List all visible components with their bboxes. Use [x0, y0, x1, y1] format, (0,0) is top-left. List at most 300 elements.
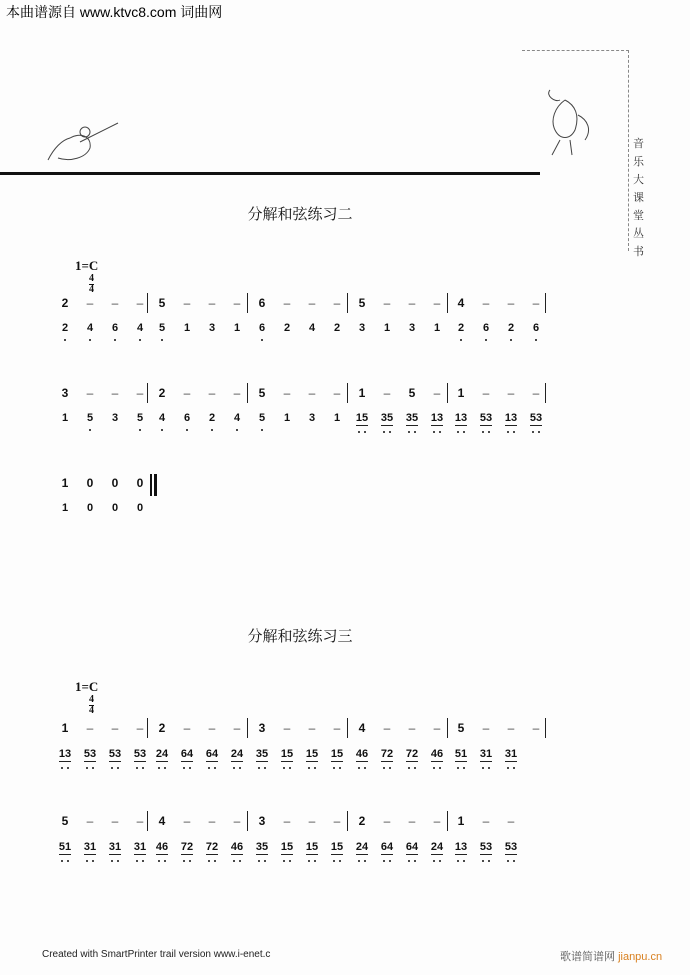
- sustain-dash: –: [208, 296, 216, 310]
- upper-note: 0: [136, 476, 144, 490]
- lower-note: [427, 748, 447, 760]
- sustain-dash: –: [283, 296, 291, 310]
- lower-note: [476, 322, 496, 334]
- lower-note: [501, 322, 521, 334]
- sustain-dash: –: [136, 296, 144, 310]
- note-text: 24: [430, 841, 444, 853]
- series-char: 堂: [633, 209, 644, 222]
- low-octave-dot: [507, 860, 509, 862]
- low-octave-dot: [86, 860, 88, 862]
- low-octave-dot: [433, 767, 435, 769]
- key-signature: [75, 679, 98, 716]
- lower-note: [427, 322, 447, 334]
- low-octave-dot: [488, 860, 490, 862]
- sustain-dash: –: [136, 721, 144, 735]
- low-octave-dot: [513, 431, 515, 433]
- sustain-dash: –: [532, 721, 540, 735]
- sustain-dash: –: [86, 814, 94, 828]
- sustain-dash: –: [86, 386, 94, 400]
- low-octave-dot: [67, 767, 69, 769]
- sustain-dash: –: [333, 386, 341, 400]
- low-octave-dot: [117, 860, 119, 862]
- upper-note: 2: [358, 814, 366, 828]
- low-octave-dot: [117, 767, 119, 769]
- low-octave-dot: [236, 429, 238, 431]
- barline: [347, 811, 348, 831]
- barline: [147, 383, 148, 403]
- low-octave-dot: [89, 429, 91, 431]
- sustain-dash: –: [208, 386, 216, 400]
- lower-note: [130, 841, 150, 853]
- low-octave-dot: [114, 339, 116, 341]
- low-octave-dot: [61, 860, 63, 862]
- note-text: 53: [83, 748, 97, 760]
- note-text: 31: [83, 841, 97, 853]
- note-text: 0: [111, 502, 119, 514]
- low-octave-dot: [136, 767, 138, 769]
- series-char: 大: [633, 173, 644, 186]
- lower-note: [152, 841, 172, 853]
- lower-note: [152, 748, 172, 760]
- note-text: 1: [233, 322, 241, 334]
- note-text: 3: [408, 322, 416, 334]
- note-text: 35: [255, 841, 269, 853]
- note-text: 1: [433, 322, 441, 334]
- note-text: 6: [482, 322, 490, 334]
- low-octave-dot: [233, 767, 235, 769]
- low-octave-dot: [383, 860, 385, 862]
- low-octave-dot: [111, 767, 113, 769]
- sustain-dash: –: [233, 296, 241, 310]
- low-octave-dot: [457, 860, 459, 862]
- low-octave-dot: [164, 767, 166, 769]
- low-octave-dot: [538, 431, 540, 433]
- upper-note: 3: [61, 386, 69, 400]
- note-text: 0: [136, 502, 144, 514]
- lower-note: [177, 748, 197, 760]
- upper-note: 5: [457, 721, 465, 735]
- sustain-dash: –: [308, 814, 316, 828]
- lower-note: [277, 322, 297, 334]
- upper-note: 5: [408, 386, 416, 400]
- low-octave-dot: [86, 767, 88, 769]
- sustain-dash: –: [383, 721, 391, 735]
- barline: [545, 293, 546, 313]
- upper-note: 3: [258, 721, 266, 735]
- lower-note: [476, 841, 496, 853]
- upper-note: 4: [358, 721, 366, 735]
- note-text: 13: [58, 748, 72, 760]
- upper-note: 0: [86, 476, 94, 490]
- lower-note: [377, 412, 397, 424]
- lower-note: [202, 748, 222, 760]
- violin-player-illustration: [40, 118, 120, 168]
- lower-note: [277, 748, 297, 760]
- low-octave-dot: [142, 860, 144, 862]
- low-octave-dot: [89, 339, 91, 341]
- low-octave-dot: [239, 860, 241, 862]
- sustain-dash: –: [507, 721, 515, 735]
- low-octave-dot: [433, 431, 435, 433]
- sustain-dash: –: [86, 296, 94, 310]
- note-text: 13: [454, 412, 468, 424]
- time-bottom: 4: [89, 284, 94, 295]
- final-barline-thick: [154, 474, 157, 496]
- note-text: 24: [355, 841, 369, 853]
- lower-note: [327, 412, 347, 424]
- low-octave-dot: [161, 339, 163, 341]
- lower-note: [227, 841, 247, 853]
- note-text: 46: [155, 841, 169, 853]
- barline: [347, 293, 348, 313]
- barline: [247, 293, 248, 313]
- low-octave-dot: [364, 431, 366, 433]
- sustain-dash: –: [482, 296, 490, 310]
- lower-note: [177, 412, 197, 424]
- site-name-latin: jianpu.cn: [618, 951, 663, 963]
- note-text: 35: [380, 412, 394, 424]
- barline: [447, 383, 448, 403]
- note-text: 4: [136, 322, 144, 334]
- lower-note: [352, 412, 372, 424]
- note-text: 15: [355, 412, 369, 424]
- note-text: 5: [86, 412, 94, 424]
- final-barline: [150, 474, 152, 496]
- low-octave-dot: [261, 429, 263, 431]
- series-char: 丛: [633, 227, 644, 240]
- upper-note: 6: [258, 296, 266, 310]
- barline: [347, 718, 348, 738]
- sustain-dash: –: [333, 296, 341, 310]
- low-octave-dot: [339, 767, 341, 769]
- lower-note: [105, 841, 125, 853]
- sustain-dash: –: [482, 814, 490, 828]
- note-text: 72: [380, 748, 394, 760]
- low-octave-dot: [208, 860, 210, 862]
- note-text: 53: [504, 841, 518, 853]
- sustain-dash: –: [233, 814, 241, 828]
- lower-note: [352, 322, 372, 334]
- low-octave-dot: [258, 767, 260, 769]
- lower-note: [152, 322, 172, 334]
- lower-note: [130, 748, 150, 760]
- barline: [247, 718, 248, 738]
- upper-note: 3: [258, 814, 266, 828]
- note-text: 2: [457, 322, 465, 334]
- sustain-dash: –: [111, 296, 119, 310]
- lower-note: [105, 412, 125, 424]
- sustain-dash: –: [408, 296, 416, 310]
- low-octave-dot: [308, 767, 310, 769]
- low-octave-dot: [239, 767, 241, 769]
- lower-note: [377, 841, 397, 853]
- lower-note: [177, 322, 197, 334]
- low-octave-dot: [358, 767, 360, 769]
- sustain-dash: –: [433, 386, 441, 400]
- note-text: 64: [205, 748, 219, 760]
- sustain-dash: –: [183, 386, 191, 400]
- low-octave-dot: [283, 767, 285, 769]
- note-text: 5: [136, 412, 144, 424]
- lower-note: [252, 841, 272, 853]
- note-text: 64: [380, 841, 394, 853]
- note-text: 31: [108, 841, 122, 853]
- note-text: 53: [529, 412, 543, 424]
- time-signature: [89, 695, 94, 716]
- note-text: 15: [330, 748, 344, 760]
- low-octave-dot: [485, 339, 487, 341]
- lower-note: [451, 841, 471, 853]
- note-text: 2: [507, 322, 515, 334]
- upper-note: 1: [457, 386, 465, 400]
- lower-note: [130, 322, 150, 334]
- series-char: 书: [633, 245, 644, 258]
- sustain-dash: –: [333, 814, 341, 828]
- low-octave-dot: [463, 431, 465, 433]
- lower-note: [252, 322, 272, 334]
- barline: [347, 383, 348, 403]
- low-octave-dot: [383, 767, 385, 769]
- note-text: 6: [258, 322, 266, 334]
- low-octave-dot: [358, 860, 360, 862]
- low-octave-dot: [414, 860, 416, 862]
- low-octave-dot: [364, 860, 366, 862]
- lower-note: [105, 502, 125, 514]
- low-octave-dot: [457, 431, 459, 433]
- lower-note: [302, 841, 322, 853]
- note-text: 2: [61, 322, 69, 334]
- lower-note: [327, 748, 347, 760]
- low-octave-dot: [364, 767, 366, 769]
- lower-note: [202, 322, 222, 334]
- barline: [147, 718, 148, 738]
- lower-note: [105, 748, 125, 760]
- note-text: 31: [133, 841, 147, 853]
- upper-note: 2: [158, 386, 166, 400]
- lower-note: [130, 502, 150, 514]
- note-text: 2: [208, 412, 216, 424]
- note-text: 15: [305, 748, 319, 760]
- barline: [447, 811, 448, 831]
- low-octave-dot: [142, 767, 144, 769]
- sustain-dash: –: [111, 814, 119, 828]
- low-octave-dot: [258, 860, 260, 862]
- lower-note: [277, 841, 297, 853]
- low-octave-dot: [111, 860, 113, 862]
- upper-note: 1: [457, 814, 465, 828]
- upper-note: 0: [111, 476, 119, 490]
- low-octave-dot: [535, 339, 537, 341]
- upper-note: 4: [158, 814, 166, 828]
- lower-note: [152, 412, 172, 424]
- low-octave-dot: [358, 431, 360, 433]
- low-octave-dot: [439, 860, 441, 862]
- lower-note: [327, 841, 347, 853]
- sustain-dash: –: [233, 386, 241, 400]
- low-octave-dot: [513, 767, 515, 769]
- lower-note: [80, 322, 100, 334]
- low-octave-dot: [463, 767, 465, 769]
- low-octave-dot: [314, 767, 316, 769]
- sustain-dash: –: [283, 814, 291, 828]
- low-octave-dot: [64, 339, 66, 341]
- low-octave-dot: [457, 767, 459, 769]
- note-text: 4: [86, 322, 94, 334]
- lower-note: [352, 748, 372, 760]
- lower-note: [80, 412, 100, 424]
- note-text: 13: [504, 412, 518, 424]
- lower-note: [227, 748, 247, 760]
- series-char: 课: [633, 191, 644, 204]
- low-octave-dot: [136, 860, 138, 862]
- note-text: 46: [430, 748, 444, 760]
- lower-note: [252, 412, 272, 424]
- time-signature: [89, 274, 94, 295]
- low-octave-dot: [283, 860, 285, 862]
- sustain-dash: –: [111, 386, 119, 400]
- lower-note: [277, 412, 297, 424]
- sustain-dash: –: [183, 296, 191, 310]
- note-text: 24: [230, 748, 244, 760]
- sustain-dash: –: [532, 296, 540, 310]
- lower-note: [402, 412, 422, 424]
- sustain-dash: –: [433, 814, 441, 828]
- upper-note: 5: [358, 296, 366, 310]
- note-text: 4: [158, 412, 166, 424]
- lower-note: [202, 412, 222, 424]
- lower-note: [252, 748, 272, 760]
- lower-note: [55, 412, 75, 424]
- sustain-dash: –: [507, 386, 515, 400]
- note-text: 13: [454, 841, 468, 853]
- upper-note: 2: [158, 721, 166, 735]
- lower-note: [55, 502, 75, 514]
- note-text: 46: [230, 841, 244, 853]
- barline: [447, 718, 448, 738]
- low-octave-dot: [482, 767, 484, 769]
- note-text: 5: [158, 322, 166, 334]
- low-octave-dot: [92, 767, 94, 769]
- sustain-dash: –: [183, 721, 191, 735]
- note-text: 15: [330, 841, 344, 853]
- low-octave-dot: [463, 860, 465, 862]
- low-octave-dot: [264, 860, 266, 862]
- time-bottom: 4: [89, 705, 94, 716]
- note-text: 13: [430, 412, 444, 424]
- note-text: 72: [180, 841, 194, 853]
- note-text: 51: [454, 748, 468, 760]
- barline: [545, 718, 546, 738]
- low-octave-dot: [308, 860, 310, 862]
- upper-note: 5: [158, 296, 166, 310]
- upper-note: 4: [457, 296, 465, 310]
- time-top: 4: [89, 694, 94, 705]
- note-text: 72: [205, 841, 219, 853]
- lower-note: [302, 748, 322, 760]
- note-text: 46: [355, 748, 369, 760]
- key-label: 1=C: [75, 679, 99, 694]
- low-octave-dot: [208, 767, 210, 769]
- series-char: 音: [633, 137, 644, 150]
- low-octave-dot: [433, 860, 435, 862]
- sustain-dash: –: [507, 814, 515, 828]
- low-octave-dot: [233, 860, 235, 862]
- upper-note: 1: [61, 721, 69, 735]
- low-octave-dot: [389, 431, 391, 433]
- low-octave-dot: [460, 339, 462, 341]
- note-text: 64: [405, 841, 419, 853]
- lower-note: [352, 841, 372, 853]
- low-octave-dot: [264, 767, 266, 769]
- note-text: 4: [308, 322, 316, 334]
- exercise-title: 分解和弦练习二: [247, 206, 353, 223]
- sustain-dash: –: [507, 296, 515, 310]
- sustain-dash: –: [136, 386, 144, 400]
- low-octave-dot: [92, 860, 94, 862]
- lower-note: [80, 748, 100, 760]
- note-text: 31: [479, 748, 493, 760]
- sustain-dash: –: [532, 386, 540, 400]
- low-octave-dot: [482, 431, 484, 433]
- low-octave-dot: [482, 860, 484, 862]
- note-text: 4: [233, 412, 241, 424]
- note-text: 6: [532, 322, 540, 334]
- sustain-dash: –: [408, 814, 416, 828]
- lower-note: [302, 322, 322, 334]
- low-octave-dot: [164, 860, 166, 862]
- low-octave-dot: [414, 767, 416, 769]
- low-octave-dot: [408, 767, 410, 769]
- low-octave-dot: [67, 860, 69, 862]
- note-text: 64: [180, 748, 194, 760]
- note-text: 1: [333, 412, 341, 424]
- upper-note: 1: [358, 386, 366, 400]
- low-octave-dot: [61, 767, 63, 769]
- low-octave-dot: [383, 431, 385, 433]
- lower-note: [80, 841, 100, 853]
- low-octave-dot: [408, 431, 410, 433]
- upper-note: 1: [61, 476, 69, 490]
- sustain-dash: –: [383, 386, 391, 400]
- low-octave-dot: [339, 860, 341, 862]
- lower-note: [177, 841, 197, 853]
- sustain-dash: –: [383, 296, 391, 310]
- lower-note: [476, 412, 496, 424]
- low-octave-dot: [389, 860, 391, 862]
- upper-note: 5: [61, 814, 69, 828]
- sustain-dash: –: [333, 721, 341, 735]
- low-octave-dot: [507, 767, 509, 769]
- note-text: 2: [283, 322, 291, 334]
- low-octave-dot: [510, 339, 512, 341]
- low-octave-dot: [439, 431, 441, 433]
- watermark: 本曲谱源自 www.ktvc8.com 词曲网: [6, 4, 223, 20]
- book-series-vertical: [633, 135, 649, 261]
- time-top: 4: [89, 273, 94, 284]
- note-text: 2: [333, 322, 341, 334]
- lower-note: [476, 748, 496, 760]
- lower-note: [227, 322, 247, 334]
- sustain-dash: –: [233, 721, 241, 735]
- lower-note: [130, 412, 150, 424]
- lower-note: [55, 322, 75, 334]
- note-text: 5: [258, 412, 266, 424]
- note-text: 6: [183, 412, 191, 424]
- low-octave-dot: [289, 860, 291, 862]
- lower-note: [55, 841, 75, 853]
- note-text: 3: [358, 322, 366, 334]
- key-label: 1=C: [75, 258, 99, 273]
